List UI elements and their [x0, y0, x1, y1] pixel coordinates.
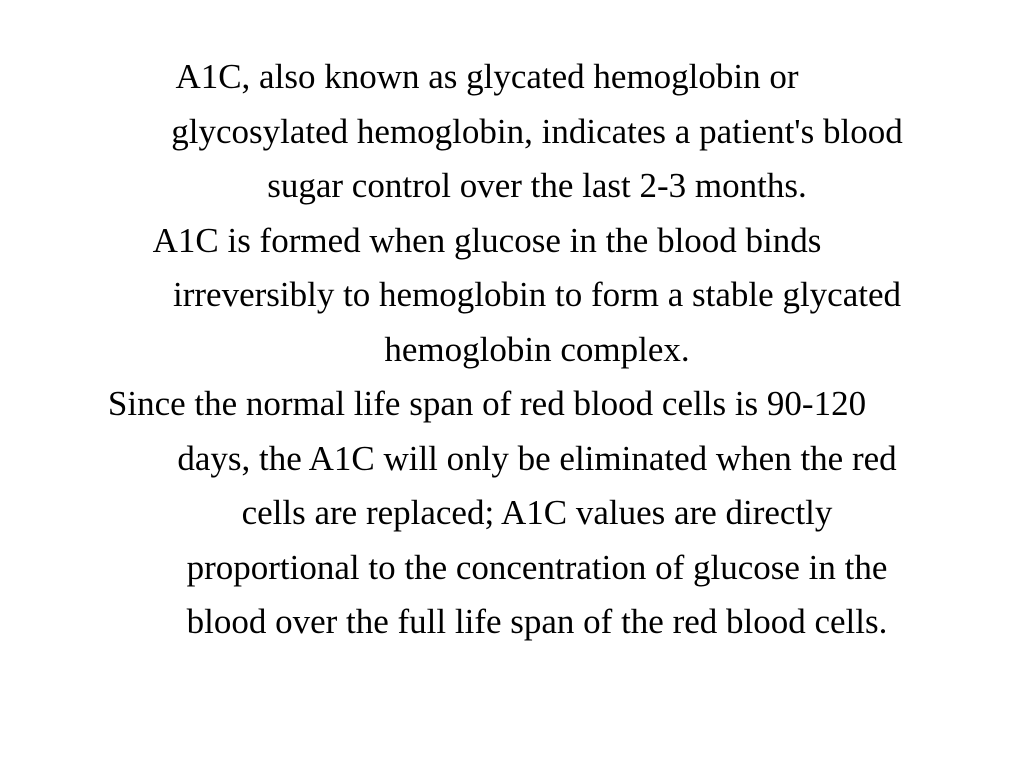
text-line: irreversibly to hemoglobin to form a stable glycated: [173, 275, 901, 314]
text-line: cells are replaced; A1C values are directly: [241, 493, 833, 532]
text-line: A1C, also known as glycated hemoglobin or: [175, 57, 799, 96]
text-line: days, the A1C will only be eliminated when the red: [177, 438, 897, 478]
paragraph-a1c-formation: [0, 214, 1024, 378]
paragraph-a1c-definition: [0, 50, 1024, 214]
text-line: glycosylated hemoglobin, indicates a patient's blood: [171, 111, 903, 151]
text-line: proportional to the concentration of glucose in the: [186, 547, 888, 587]
text-line: sugar control over the last 2-3 months.: [267, 166, 807, 205]
text-line: A1C is formed when glucose in the blood binds: [152, 220, 822, 260]
text-line: Since the normal life span of red blood cells is 90-120: [107, 384, 867, 423]
text-line: hemoglobin complex.: [384, 329, 690, 369]
paragraph-red-cell-lifespan: [0, 377, 1024, 650]
text-line: blood over the full life span of the red blood cells.: [186, 602, 888, 641]
